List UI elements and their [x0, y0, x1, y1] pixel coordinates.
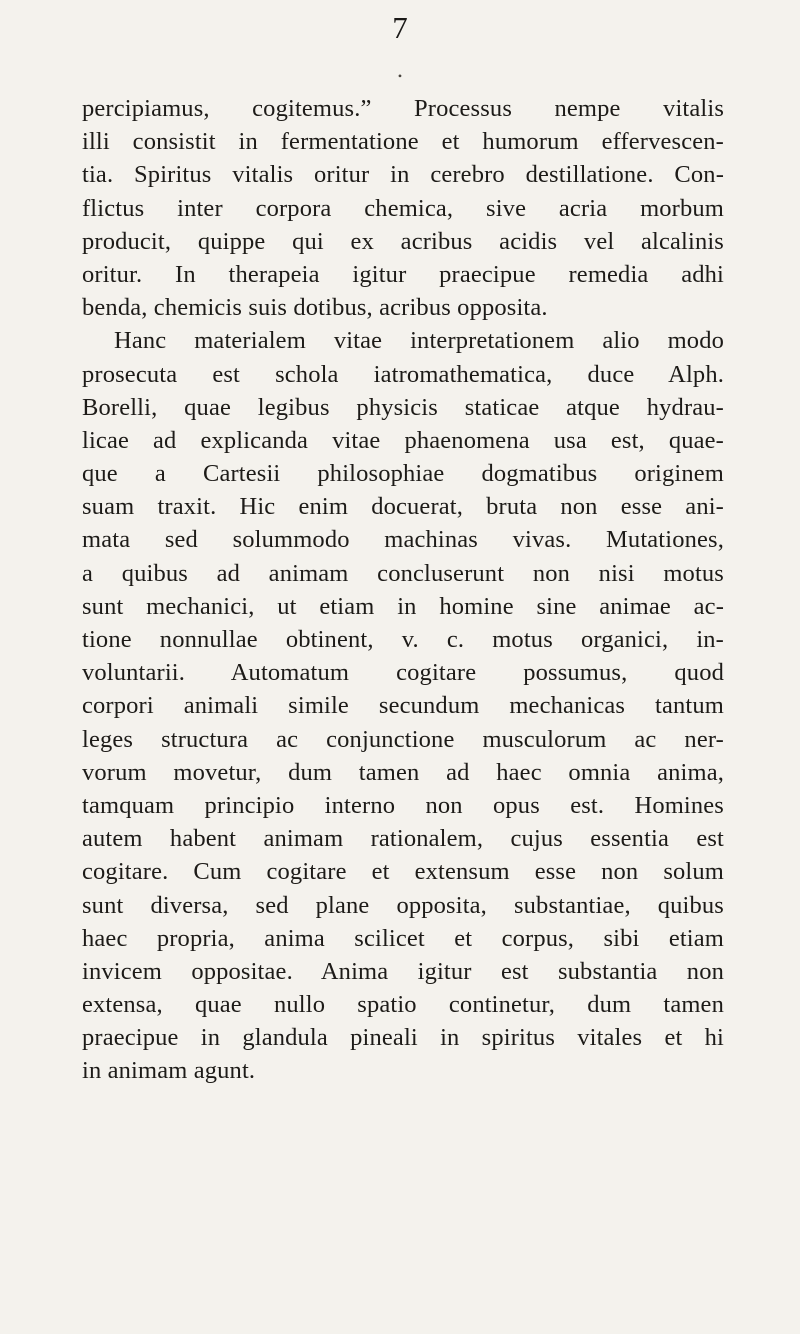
text-line: que a Cartesii philosophiae dogmatibus originem	[82, 460, 724, 488]
text-line: vorum movetur, dum tamen ad haec omnia anima,	[82, 758, 724, 786]
text-line: voluntarii. Automatum cogitare possumus, quod	[82, 659, 724, 687]
text-line: flictus inter corpora chemica, sive acria morbum	[82, 194, 724, 222]
text-line: producit, quippe qui ex acribus acidis vel alcalinis	[82, 227, 724, 255]
text-line: in animam agunt.	[82, 1057, 256, 1085]
text-line: cogitare. Cum cogitare et extensum esse non solum	[82, 858, 724, 886]
text-line: haec propria, anima scilicet et corpus, sibi etiam	[82, 924, 724, 952]
text-line: suam traxit. Hic enim docuerat, bruta non esse ani-	[82, 493, 724, 521]
text-line: tia. Spiritus vitalis oritur in cerebro destillatione. Con-	[82, 161, 724, 189]
text-line: illi consistit in fermentatione et humorum effervescen-	[82, 128, 724, 156]
text-line: praecipue in glandula pineali in spiritus vitales et hi	[82, 1024, 724, 1052]
body-text	[82, 92, 724, 1088]
text-line: prosecuta est schola iatromathematica, duce Alph.	[82, 360, 724, 388]
text-line: corpori animali simile secundum mechanicas tantum	[82, 692, 724, 720]
text-line: Borelli, quae legibus physicis staticae atque hydrau-	[82, 393, 724, 421]
text-line: sunt mechanici, ut etiam in homine sine animae ac-	[82, 592, 724, 620]
text-line: benda, chemicis suis dotibus, acribus opposita.	[82, 294, 548, 322]
text-line: autem habent animam rationalem, cujus essentia est	[82, 825, 724, 853]
text-line: sunt diversa, sed plane opposita, substantiae, quibus	[82, 891, 724, 919]
text-line: invicem oppositae. Anima igitur est substantia non	[82, 957, 724, 985]
text-line: tamquam principio interno non opus est. Homines	[82, 791, 724, 819]
page-number: 7	[392, 10, 408, 45]
text-line: licae ad explicanda vitae phaenomena usa est, quae-	[82, 426, 724, 454]
text-line: a quibus ad animam concluserunt non nisi motus	[82, 559, 724, 587]
page-mark: •	[397, 69, 403, 83]
text-line: leges structura ac conjunctione musculorum ac ner-	[82, 725, 724, 753]
text-line: extensa, quae nullo spatio continetur, dum tamen	[82, 991, 724, 1019]
text-line: mata sed solummodo machinas vivas. Mutationes,	[82, 526, 724, 554]
text-line: oritur. In therapeia igitur praecipue remedia adhi	[82, 260, 724, 288]
text-line: Hanc materialem vitae interpretationem alio modo	[114, 327, 724, 355]
text-line: tione nonnullae obtinent, v. c. motus organici, in-	[82, 626, 724, 653]
text-line: percipiamus, cogitemus.” Processus nempe vitalis	[82, 95, 724, 122]
